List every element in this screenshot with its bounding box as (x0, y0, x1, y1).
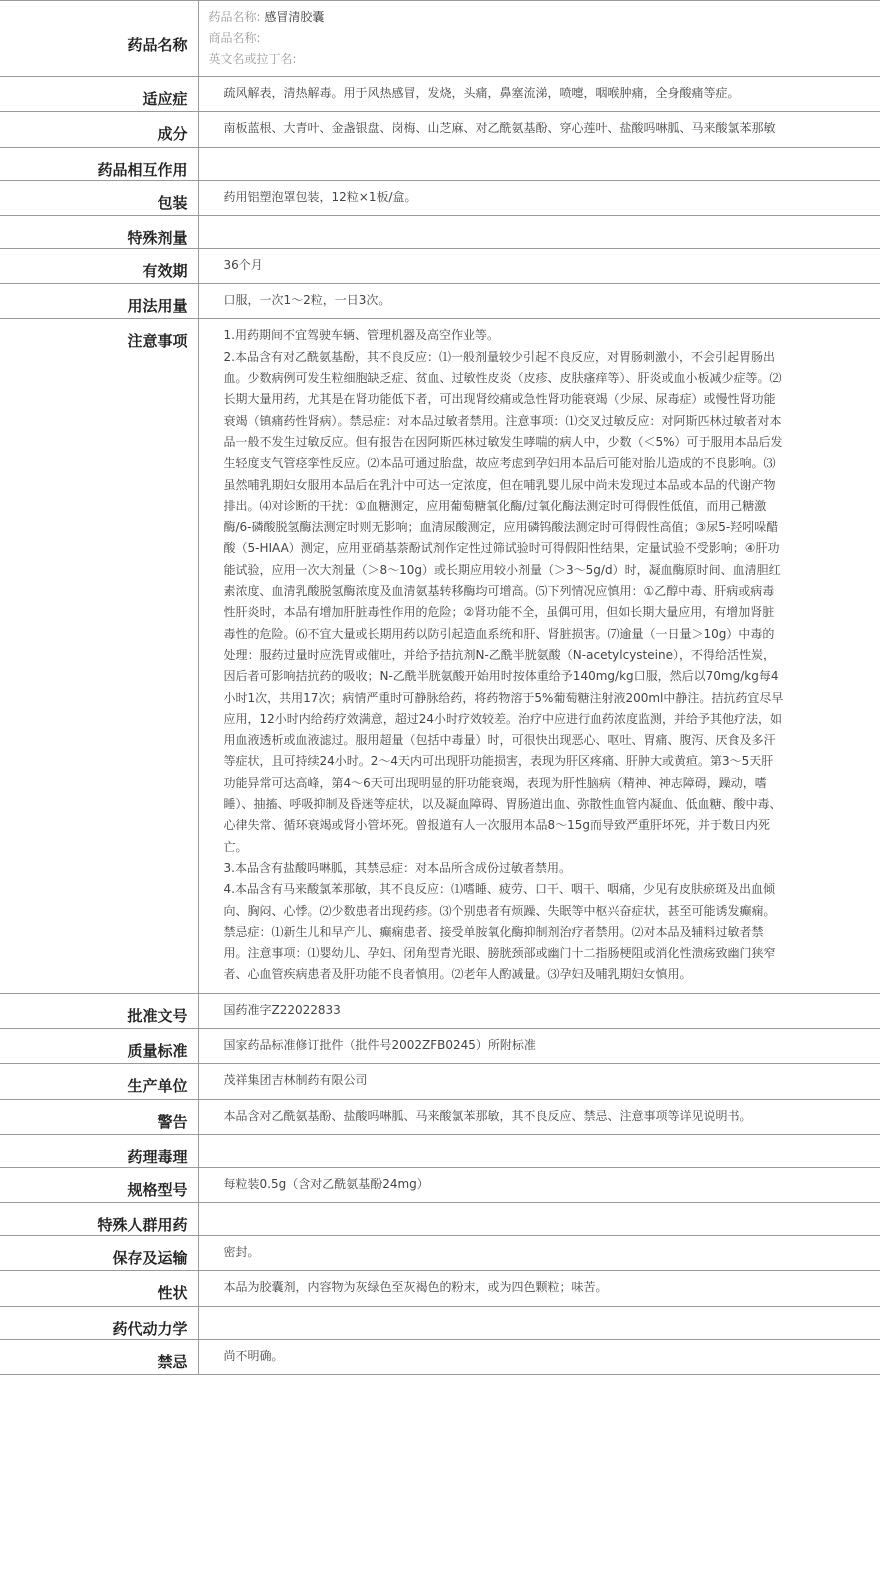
row-usage (0, 284, 880, 319)
row-label: 药理毒理 (0, 1134, 198, 1167)
row-interactions (0, 147, 880, 180)
precaution-paragraph: 4.本品含有马来酸氯苯那敏，其不良反应：⑴嗜睡、疲劳、口干、咽干、咽痛，少见有皮肤瘀斑及出血倾向、胸闷、心悸。⑵少数患者出现药疹。⑶个别患者有烦躁、失眠等中枢兴奋症状，甚至可能诱发癫痫。禁忌症：⑴新生儿和早产儿、癫痫患者、接受单胺氧化酶抑制剂治疗者禁用。⑵对本品及辅料过敏者禁用。注意事项：⑴婴幼儿、孕妇、闭角型青光眼、膀胱颈部或幽门十二指肠梗阻或消化性溃疡致幽门狭窄者、心血管疾病患者及肝功能不良者慎用。⑵老年人酌减量。⑶孕妇及哺乳期妇女慎用。 (223, 882, 776, 982)
row-value: 口服，一次1～2粒，一日3次。 (198, 284, 880, 319)
row-description (0, 1271, 880, 1306)
row-value: 本品为胶囊剂，内容物为灰绿色至灰褐色的粉末，或为四色颗粒；味苦。 (198, 1271, 880, 1306)
row-warning (0, 1099, 880, 1134)
row-label: 批准文号 (0, 993, 198, 1028)
row-value (198, 147, 880, 180)
trade-name-key: 商品名称: (208, 31, 261, 45)
row-label: 用法用量 (0, 284, 198, 319)
row-value: 茂祥集团吉林制药有限公司 (198, 1064, 880, 1099)
row-label: 成分 (0, 112, 198, 147)
row-contraindications (0, 1339, 880, 1374)
row-approval-number (0, 993, 880, 1028)
precautions-cell (198, 319, 880, 993)
row-value: 国家药品标准修订批件（批件号2002ZFB0245）所附标准 (198, 1028, 880, 1063)
generic-name-line (209, 7, 861, 28)
row-label: 性状 (0, 1271, 198, 1306)
row-special-dosage (0, 215, 880, 248)
generic-name-value: 感冒清胶囊 (264, 10, 325, 24)
row-pharmacology (0, 1134, 880, 1167)
row-specification (0, 1167, 880, 1202)
row-special-populations (0, 1203, 880, 1236)
row-label: 保存及运输 (0, 1236, 198, 1271)
row-label: 有效期 (0, 248, 198, 283)
row-drug-name (0, 1, 880, 77)
row-shelf-life (0, 248, 880, 283)
row-precautions (0, 319, 880, 993)
row-value: 疏风解表，清热解毒。用于风热感冒，发烧，头痛，鼻塞流涕，喷嚏，咽喉肿痛，全身酸痛等症。 (198, 77, 880, 112)
row-label: 警告 (0, 1099, 198, 1134)
english-name-line (209, 49, 861, 70)
row-label: 规格型号 (0, 1167, 198, 1202)
row-label: 包装 (0, 180, 198, 215)
row-value (198, 1306, 880, 1339)
precaution-paragraph: 3.本品含有盐酸吗啉胍，其禁忌症：对本品所含成份过敏者禁用。 (223, 860, 571, 875)
row-value (198, 215, 880, 248)
row-ingredients (0, 112, 880, 147)
precaution-paragraph: 2.本品含有对乙酰氨基酚，其不良反应：⑴一般剂量较少引起不良反应，对胃肠刺激小，不会引起胃肠出血。少数病例可发生粒细胞缺乏症、贫血、过敏性皮炎（皮疹、皮肤瘙痒等）、肝炎或血小板减少症等。⑵长期大量用药，尤其是在肾功能低下者，可出现肾绞痛或急性肾功能衰竭（少尿、尿毒症）或慢性肾功能衰竭（镇痛药性肾病）。禁忌症：对本品过敏者禁用。注意事项：⑴交叉过敏反应：对阿斯匹林过敏者对本品一般不发生过敏反应。但有报告在因阿斯匹林过敏发生哮喘的病人中，少数（＜5%）可于服用本品后发生轻度支气管痉挛性反应。⑵本品可通过胎盘，故应考虑到孕妇用本品后可能对胎儿造成的不良影响。⑶虽然哺乳期妇女服用本品后在乳汁中可达一定浓度，但在哺乳婴儿尿中尚未发现过本品或本品的代谢产物排出。⑷对诊断的干扰：①血糖测定，应用葡萄糖氧化酶/过氧化酶法测定时可得假性低值，而用己糖激酶/6-磷酸脱氢酶法测定时则无影响；血清尿酸测定，应用磷钨酸法测定时可得假性高值；③尿5-羟吲哚醋酸（5-HIAA）测定，应用亚硝基萘酚试剂作定性过筛试验时可得假阳性结果，定量试验不受影响；④肝功能试验，应用一次大剂量（＞8～10g）或长期应用较小剂量（＞3～5g/d）时，凝血酶原时间、血清胆红素浓度、血清乳酸脱氢酶浓度及血清氨基转移酶均可增高。⑸下列情况应慎用：①乙醇中毒、肝病或病毒性肝炎时，本品有增加肝脏毒性作用的危险；②肾功能不全，虽偶可用，但如长期大量应用，有增加肾脏毒性的危险。⑹不宜大量或长期用药以防引起造血系统和肝、肾脏损害。⑺逾量（一日量＞10g）中毒的处理：服药过量时应洗胃或催吐，并给予拮抗剂N-乙酰半胱氨酸（N-acetylcysteine），不得给活性炭，因后者可影响拮抗药的吸收；N-乙酰半胱氨酸开始用时按体重给予140mg/kg口服，然后以70mg/kg每4小时1次，共用17次；病情严重时可静脉给药，将药物溶于5%葡萄糖注射液200ml中静注。拮抗药宜尽早应用，12小时内给药疗效满意，超过24小时疗效较差。治疗中应进行血药浓度监测，并给予其他疗法，如用血液透析或血液滤过。服用超量（包括中毒量）时，可很快出现恶心、呕吐、胃痛、腹泻、厌食及多汗等症状，且可持续24小时。2～4天内可出现肝功能损害，表现为肝区疼痛、肝肿大或黄疸。第3～5天肝功能异常可达高峰，第4～6天可出现明显的肝功能衰竭，表现为肝性脑病（精神、神志障碍，躁动，嗜睡）、抽搐、呼吸抑制及昏迷等症状，以及凝血障碍、胃肠道出血、弥散性血管内凝血、低血糖、酸中毒、心律失常、循环衰竭或肾小管坏死。曾报道有人一次服用本品8～15g而导致严重肝坏死，并于数日内死亡。 (223, 349, 784, 854)
row-value: 36个月 (198, 248, 880, 283)
row-storage (0, 1236, 880, 1271)
row-packaging (0, 180, 880, 215)
row-quality-standard (0, 1028, 880, 1063)
row-indications (0, 77, 880, 112)
row-label: 特殊人群用药 (0, 1203, 198, 1236)
row-value: 国药准字Z22022833 (198, 993, 880, 1028)
row-label: 适应症 (0, 77, 198, 112)
row-pharmacokinetics (0, 1306, 880, 1339)
generic-name-key: 药品名称: (208, 10, 261, 24)
row-label: 药代动力学 (0, 1306, 198, 1339)
row-value: 本品含对乙酰氨基酚、盐酸吗啉胍、马来酸氯苯那敏，其不良反应、禁忌、注意事项等详见说明书。 (198, 1099, 880, 1134)
row-value: 药用铝塑泡罩包装，12粒×1板/盒。 (198, 180, 880, 215)
precaution-paragraph: 1.用药期间不宜驾驶车辆、管理机器及高空作业等。 (223, 328, 499, 343)
row-label: 注意事项 (0, 319, 198, 993)
row-value: 尚不明确。 (198, 1339, 880, 1374)
trade-name-line (209, 28, 861, 49)
row-label: 禁忌 (0, 1339, 198, 1374)
row-label: 特殊剂量 (0, 215, 198, 248)
drug-name-cell (198, 1, 880, 77)
row-label: 药品相互作用 (0, 147, 198, 180)
row-label: 药品名称 (0, 1, 198, 77)
row-value (198, 1134, 880, 1167)
row-value: 每粒装0.5g（含对乙酰氨基酚24mg） (198, 1167, 880, 1202)
english-name-key: 英文名或拉丁名: (208, 52, 297, 66)
row-label: 质量标准 (0, 1028, 198, 1063)
row-value (198, 1203, 880, 1236)
row-value: 南板蓝根、大青叶、金盏银盘、岗梅、山芝麻、对乙酰氨基酚、穿心莲叶、盐酸吗啉胍、马来酸氯苯那敏 (198, 112, 880, 147)
row-value: 密封。 (198, 1236, 880, 1271)
row-label: 生产单位 (0, 1064, 198, 1099)
row-manufacturer (0, 1064, 880, 1099)
